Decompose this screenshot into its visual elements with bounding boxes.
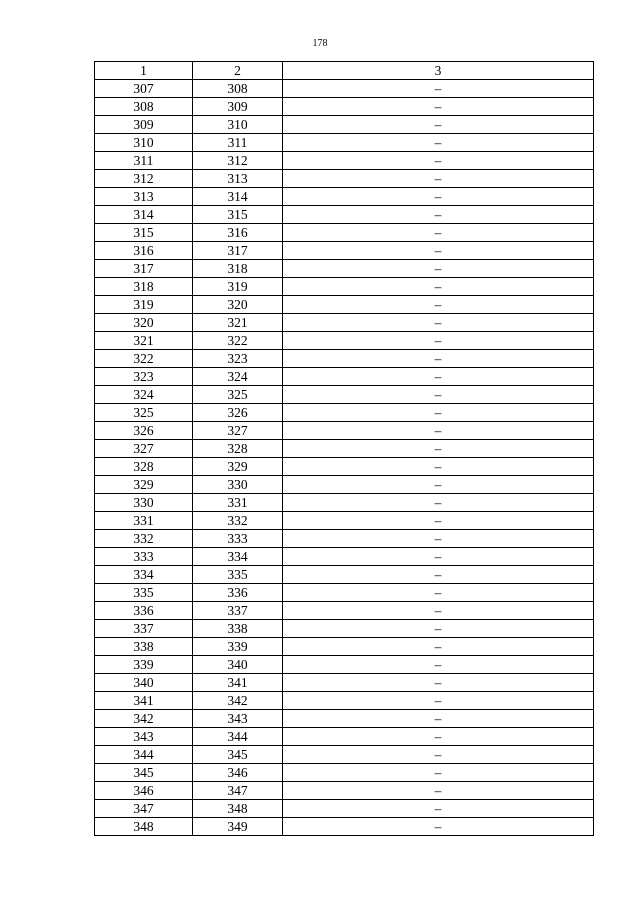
table-cell-col3: – xyxy=(283,404,594,422)
table-cell-col2: 347 xyxy=(193,782,283,800)
table-cell-col3: – xyxy=(283,458,594,476)
table-cell-col1: 323 xyxy=(95,368,193,386)
table-cell-col3: – xyxy=(283,782,594,800)
table-cell-col1: 322 xyxy=(95,350,193,368)
table-cell-col2: 342 xyxy=(193,692,283,710)
table-row xyxy=(95,584,594,602)
table-cell-col1: 330 xyxy=(95,494,193,512)
table-cell-col3: – xyxy=(283,422,594,440)
page-number: 178 xyxy=(312,38,328,49)
table-cell-col1: 317 xyxy=(95,260,193,278)
table-cell-col2: 341 xyxy=(193,674,283,692)
table-body xyxy=(95,80,594,836)
table-header xyxy=(95,62,594,80)
table-row xyxy=(95,386,594,404)
table-row xyxy=(95,170,594,188)
data-table xyxy=(94,61,594,836)
table-cell-col2: 348 xyxy=(193,800,283,818)
table-cell-col2: 340 xyxy=(193,656,283,674)
table-cell-col2: 324 xyxy=(193,368,283,386)
table-cell-col1: 310 xyxy=(95,134,193,152)
table-cell-col1: 309 xyxy=(95,116,193,134)
table-cell-col3: – xyxy=(283,170,594,188)
table-cell-col1: 325 xyxy=(95,404,193,422)
table-cell-col2: 339 xyxy=(193,638,283,656)
table-row xyxy=(95,548,594,566)
table-cell-col3: – xyxy=(283,278,594,296)
table-cell-col3: – xyxy=(283,386,594,404)
table-cell-col1: 336 xyxy=(95,602,193,620)
table-cell-col2: 314 xyxy=(193,188,283,206)
table-row xyxy=(95,458,594,476)
table-cell-col1: 315 xyxy=(95,224,193,242)
table-cell-col3: – xyxy=(283,512,594,530)
table-row xyxy=(95,188,594,206)
table-cell-col1: 346 xyxy=(95,782,193,800)
table-row xyxy=(95,98,594,116)
table-cell-col3: – xyxy=(283,314,594,332)
table-cell-col2: 322 xyxy=(193,332,283,350)
table-row xyxy=(95,440,594,458)
table-cell-col2: 308 xyxy=(193,80,283,98)
table-cell-col3: – xyxy=(283,350,594,368)
table-cell-col3: – xyxy=(283,566,594,584)
table-cell-col1: 312 xyxy=(95,170,193,188)
table-cell-col2: 309 xyxy=(193,98,283,116)
table-cell-col1: 338 xyxy=(95,638,193,656)
table-cell-col2: 338 xyxy=(193,620,283,638)
table-cell-col1: 327 xyxy=(95,440,193,458)
table-cell-col3: – xyxy=(283,710,594,728)
table-cell-col3: – xyxy=(283,332,594,350)
table-cell-col3: – xyxy=(283,746,594,764)
table-cell-col2: 320 xyxy=(193,296,283,314)
table-row xyxy=(95,674,594,692)
table-cell-col1: 319 xyxy=(95,296,193,314)
table-cell-col3: – xyxy=(283,620,594,638)
table-cell-col3: – xyxy=(283,116,594,134)
table-row xyxy=(95,278,594,296)
table-cell-col2: 330 xyxy=(193,476,283,494)
table-cell-col3: – xyxy=(283,692,594,710)
table-cell-col2: 317 xyxy=(193,242,283,260)
table-row xyxy=(95,368,594,386)
table-cell-col2: 349 xyxy=(193,818,283,836)
table-cell-col2: 315 xyxy=(193,206,283,224)
table-row xyxy=(95,224,594,242)
table-cell-col3: – xyxy=(283,98,594,116)
table-row xyxy=(95,296,594,314)
table-row xyxy=(95,818,594,836)
table-cell-col1: 347 xyxy=(95,800,193,818)
table-cell-col2: 318 xyxy=(193,260,283,278)
table-cell-col1: 324 xyxy=(95,386,193,404)
table-cell-col2: 332 xyxy=(193,512,283,530)
table-cell-col2: 328 xyxy=(193,440,283,458)
table-cell-col3: – xyxy=(283,494,594,512)
table-cell-col1: 320 xyxy=(95,314,193,332)
table-cell-col2: 310 xyxy=(193,116,283,134)
table-cell-col3: – xyxy=(283,476,594,494)
table-cell-col2: 343 xyxy=(193,710,283,728)
table-cell-col1: 339 xyxy=(95,656,193,674)
table-row xyxy=(95,314,594,332)
table-row xyxy=(95,242,594,260)
table-row xyxy=(95,566,594,584)
table-row xyxy=(95,710,594,728)
table-cell-col1: 332 xyxy=(95,530,193,548)
table-row xyxy=(95,134,594,152)
table-cell-col1: 337 xyxy=(95,620,193,638)
table-row xyxy=(95,404,594,422)
table-cell-col2: 346 xyxy=(193,764,283,782)
table-cell-col2: 329 xyxy=(193,458,283,476)
table-cell-col2: 334 xyxy=(193,548,283,566)
table-cell-col1: 342 xyxy=(95,710,193,728)
table-row xyxy=(95,332,594,350)
table-cell-col2: 333 xyxy=(193,530,283,548)
table-cell-col3: – xyxy=(283,764,594,782)
table-row xyxy=(95,206,594,224)
table-cell-col2: 331 xyxy=(193,494,283,512)
table-row xyxy=(95,422,594,440)
table-cell-col2: 345 xyxy=(193,746,283,764)
table-row xyxy=(95,152,594,170)
table-cell-col3: – xyxy=(283,674,594,692)
table-row xyxy=(95,350,594,368)
table-cell-col1: 321 xyxy=(95,332,193,350)
table-cell-col1: 334 xyxy=(95,566,193,584)
table-cell-col1: 314 xyxy=(95,206,193,224)
table-cell-col3: – xyxy=(283,530,594,548)
table-row xyxy=(95,764,594,782)
table-cell-col1: 308 xyxy=(95,98,193,116)
header-row xyxy=(95,62,594,80)
table-cell-col1: 318 xyxy=(95,278,193,296)
table-cell-col3: – xyxy=(283,134,594,152)
table-cell-col1: 341 xyxy=(95,692,193,710)
table-cell-col3: – xyxy=(283,152,594,170)
table-row xyxy=(95,728,594,746)
table-cell-col1: 307 xyxy=(95,80,193,98)
table-row xyxy=(95,476,594,494)
table-cell-col1: 335 xyxy=(95,584,193,602)
table-cell-col3: – xyxy=(283,800,594,818)
table-cell-col1: 328 xyxy=(95,458,193,476)
table-row xyxy=(95,116,594,134)
table-row xyxy=(95,620,594,638)
table-cell-col2: 311 xyxy=(193,134,283,152)
table-row xyxy=(95,494,594,512)
table-cell-col2: 321 xyxy=(193,314,283,332)
table-cell-col3: – xyxy=(283,656,594,674)
table-row xyxy=(95,80,594,98)
table-cell-col3: – xyxy=(283,224,594,242)
table-cell-col2: 316 xyxy=(193,224,283,242)
table-cell-col3: – xyxy=(283,368,594,386)
table-cell-col2: 326 xyxy=(193,404,283,422)
table-cell-col2: 319 xyxy=(193,278,283,296)
table-cell-col3: – xyxy=(283,584,594,602)
table-cell-col2: 325 xyxy=(193,386,283,404)
table-row xyxy=(95,782,594,800)
table-cell-col1: 340 xyxy=(95,674,193,692)
table-cell-col2: 337 xyxy=(193,602,283,620)
table-cell-col3: – xyxy=(283,188,594,206)
table-cell-col2: 327 xyxy=(193,422,283,440)
table-row xyxy=(95,692,594,710)
table-cell-col2: 323 xyxy=(193,350,283,368)
header-cell-3: 3 xyxy=(283,62,594,80)
table-cell-col1: 311 xyxy=(95,152,193,170)
table-cell-col3: – xyxy=(283,260,594,278)
table-cell-col2: 336 xyxy=(193,584,283,602)
header-cell-1: 1 xyxy=(95,62,193,80)
table-cell-col3: – xyxy=(283,440,594,458)
table-cell-col3: – xyxy=(283,80,594,98)
table-cell-col1: 343 xyxy=(95,728,193,746)
table-row xyxy=(95,638,594,656)
table-cell-col2: 335 xyxy=(193,566,283,584)
table-cell-col3: – xyxy=(283,818,594,836)
table-cell-col1: 331 xyxy=(95,512,193,530)
table-cell-col2: 312 xyxy=(193,152,283,170)
table-cell-col1: 345 xyxy=(95,764,193,782)
table-row xyxy=(95,530,594,548)
table-cell-col1: 326 xyxy=(95,422,193,440)
table-cell-col1: 313 xyxy=(95,188,193,206)
table-cell-col3: – xyxy=(283,296,594,314)
table-cell-col3: – xyxy=(283,206,594,224)
table-cell-col1: 316 xyxy=(95,242,193,260)
header-cell-2: 2 xyxy=(193,62,283,80)
table-cell-col3: – xyxy=(283,242,594,260)
table-cell-col3: – xyxy=(283,638,594,656)
table-row xyxy=(95,512,594,530)
table-row xyxy=(95,602,594,620)
table-cell-col1: 329 xyxy=(95,476,193,494)
table-cell-col1: 348 xyxy=(95,818,193,836)
table-cell-col2: 313 xyxy=(193,170,283,188)
table-row xyxy=(95,656,594,674)
table-row xyxy=(95,260,594,278)
table-cell-col1: 344 xyxy=(95,746,193,764)
table-cell-col3: – xyxy=(283,728,594,746)
table-cell-col1: 333 xyxy=(95,548,193,566)
table-cell-col3: – xyxy=(283,602,594,620)
table-row xyxy=(95,800,594,818)
table-cell-col3: – xyxy=(283,548,594,566)
table-cell-col2: 344 xyxy=(193,728,283,746)
table-row xyxy=(95,746,594,764)
